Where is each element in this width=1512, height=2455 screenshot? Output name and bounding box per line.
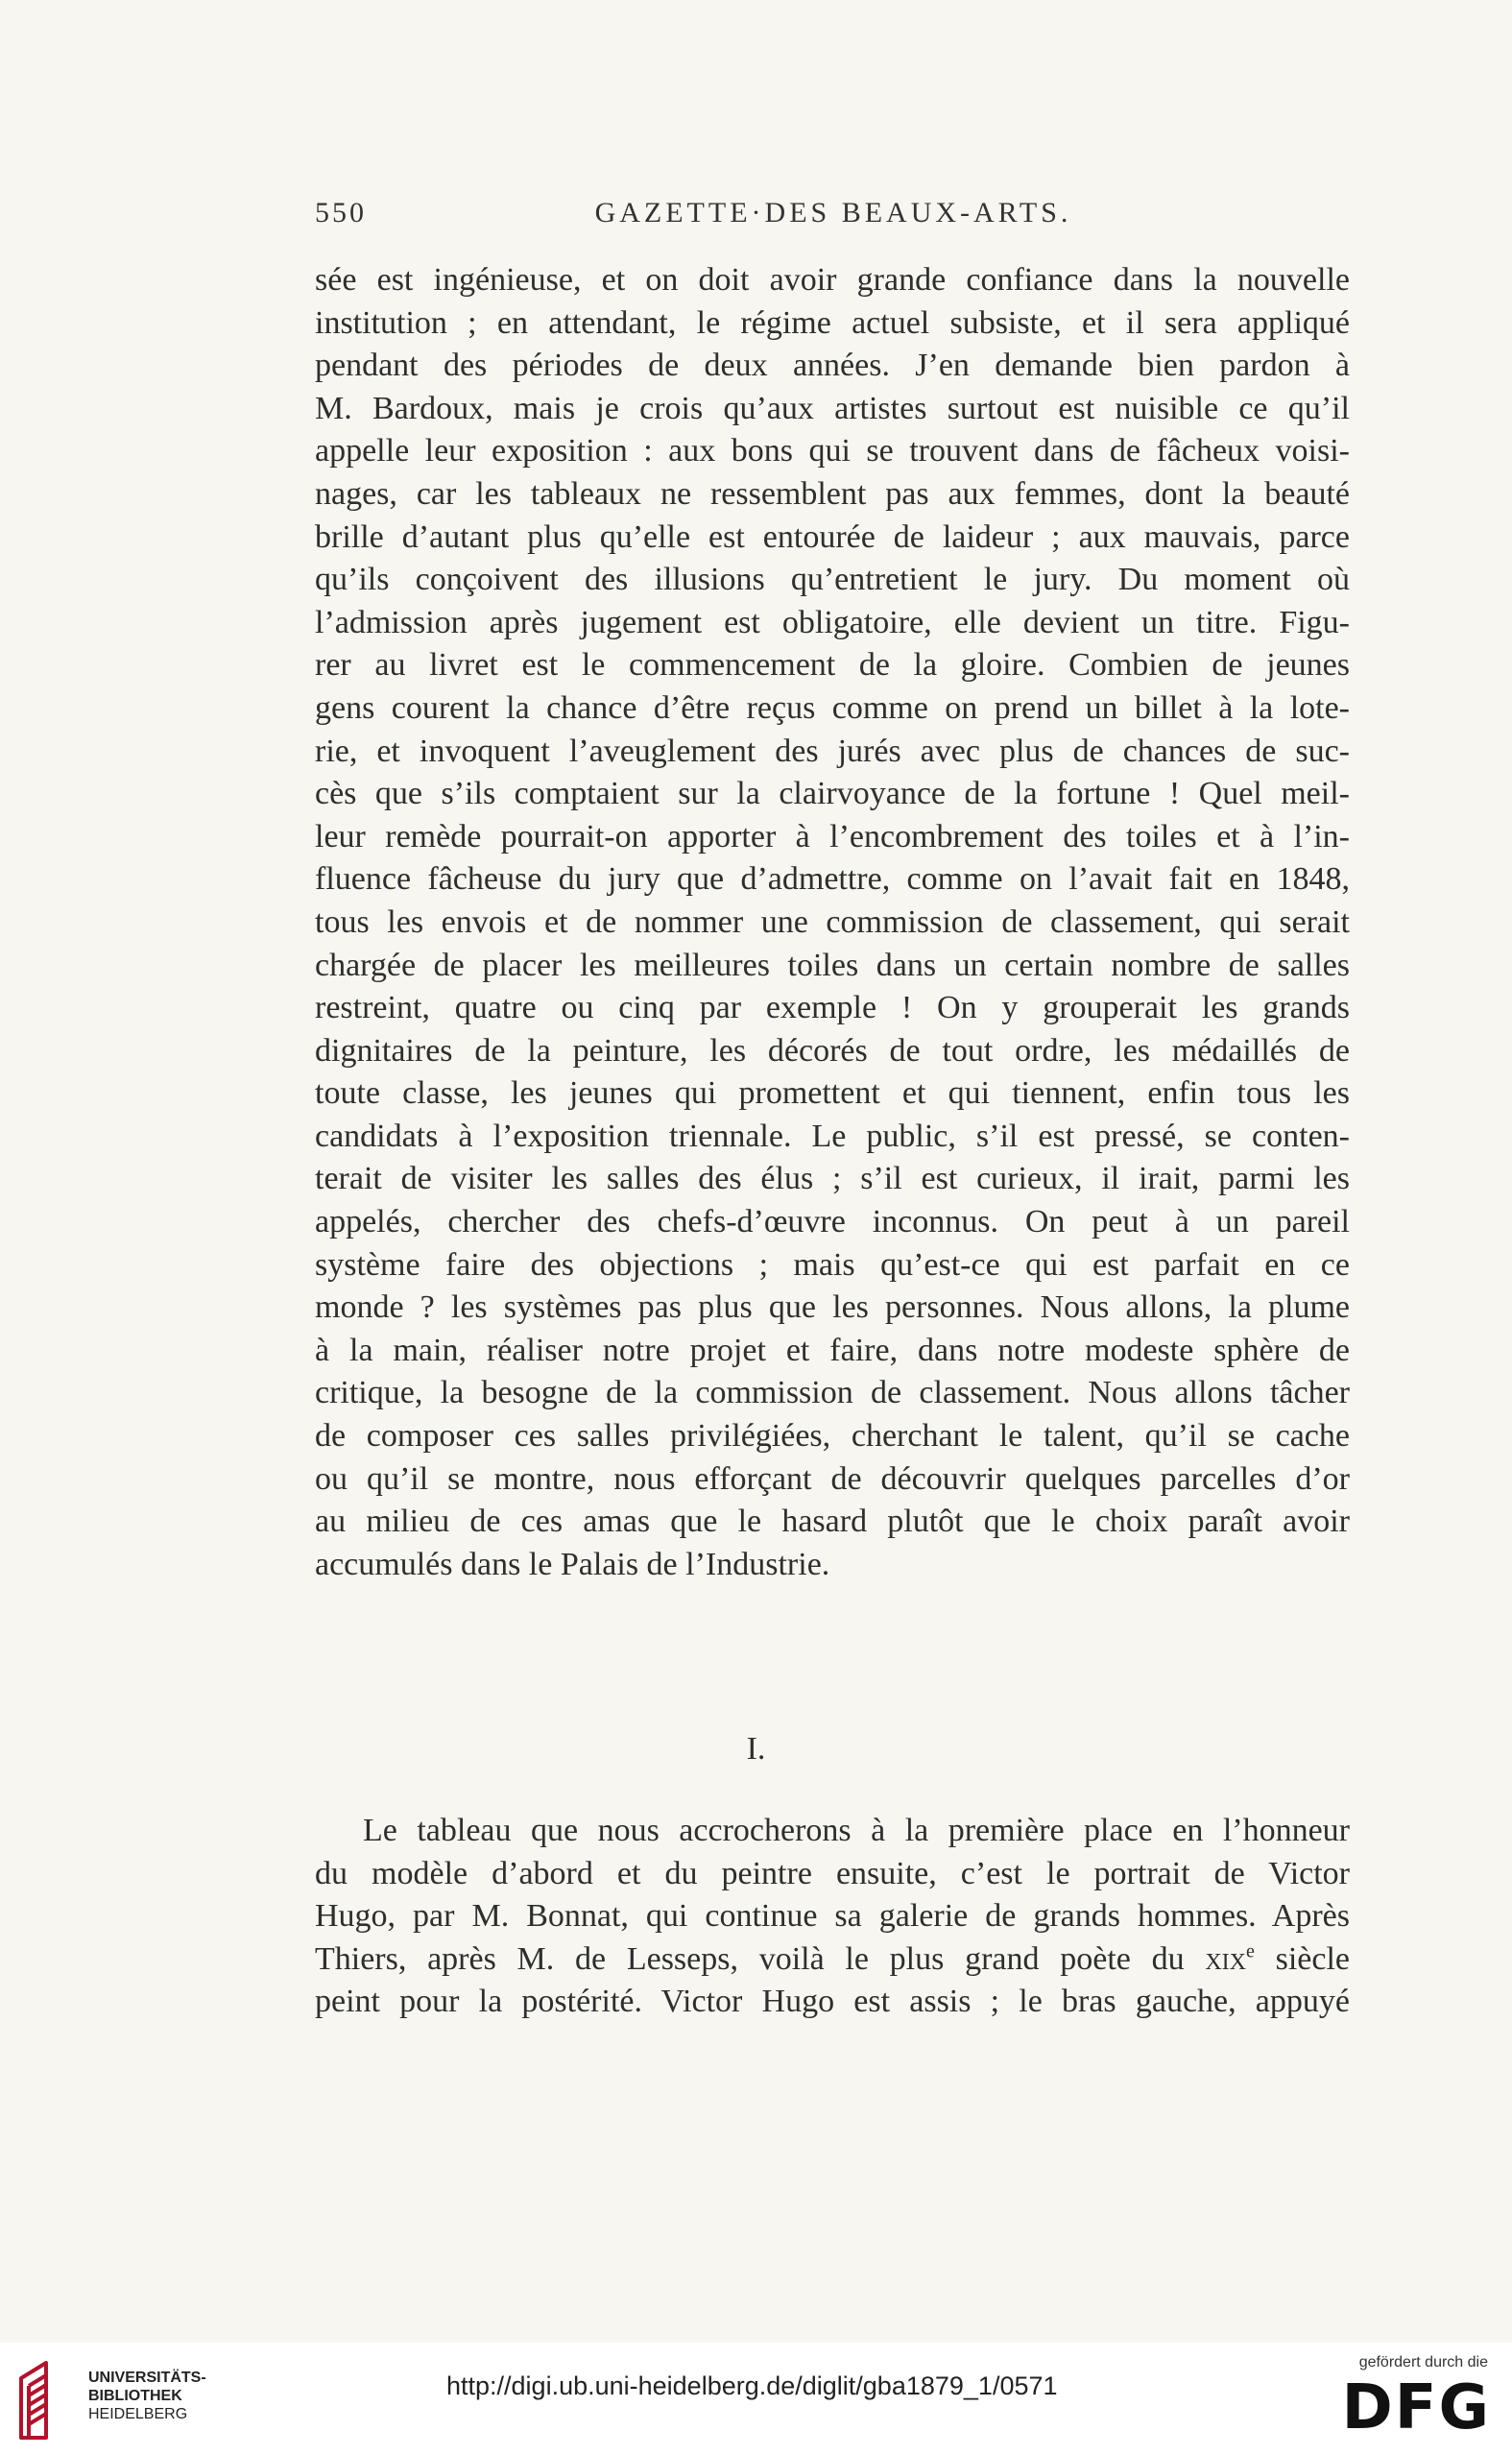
funded-by-label: gefördert durch die [1358, 2354, 1488, 2371]
text-line: l’admission après jugement est obligatoire, elle devient un titre. Figu- [315, 604, 1350, 640]
text-line: brille d’autant plus qu’elle est entourée de laideur ; aux mauvais, parce [315, 518, 1350, 555]
library-name-line1: UNIVERSITÄTS- [88, 2370, 206, 2386]
text-line: peint pour la postérité. Victor Hugo est assis ; le bras gauche, appuyé [315, 1984, 1350, 2020]
text-line: gens courent la chance d’être reçus comme on prend un billet à la lote- [315, 689, 1350, 726]
text-fragment: siècle [1275, 1940, 1351, 1977]
century-numeral: xix [1205, 1940, 1246, 1977]
text-line: sée est ingénieuse, et on doit avoir grande confiance dans la nouvelle [315, 262, 1350, 298]
text-line: monde ? les systèmes pas plus que les personnes. Nous allons, la plume [315, 1289, 1350, 1326]
text-line: de composer ces salles privilégiées, cherchant le talent, qu’il se cache [315, 1418, 1350, 1455]
text-line: dignitaires de la peinture, les décorés de tout ordre, les médaillés de [315, 1032, 1350, 1069]
text-line: ou qu’il se montre, nous efforçant de découvrir quelques parcelles d’or [315, 1460, 1350, 1497]
text-line: tous les envois et de nommer une commission de classement, qui serait [315, 903, 1350, 940]
page-number: 550 [315, 197, 367, 229]
university-library-logo-icon [13, 2357, 81, 2443]
text-fragment: Thiers, après M. de Lesseps, voilà le plus grand poète du [315, 1940, 1185, 1977]
text-line: M. Bardoux, mais je crois qu’aux artistes surtout est nuisible ce qu’il [315, 390, 1350, 426]
text-line: rer au livret est le commencement de la gloire. Combien de jeunes [315, 647, 1350, 684]
text-line: au milieu de ces amas que le hasard plutôt que le choix paraît avoir [315, 1504, 1350, 1540]
permalink-url[interactable]: http://digi.ub.uni-heidelberg.de/diglit/gba1879_1/0571 [446, 2371, 1058, 2400]
text-line: toute classe, les jeunes qui promettent et qui tiennent, enfin tous les [315, 1075, 1350, 1112]
dfg-logo: DFG [1341, 2372, 1491, 2443]
text-line: restreint, quatre ou cinq par exemple ! On y grouperait les grands [315, 990, 1350, 1026]
page-header [315, 197, 1352, 235]
library-name-line3: HEIDELBERG [88, 2406, 188, 2422]
text-line: nages, car les tableaux ne ressemblent pas aux femmes, dont la beauté [315, 475, 1350, 512]
paragraph-2 [315, 1810, 1350, 2024]
section-heading: I. [746, 1731, 766, 1767]
text-line-century [315, 1938, 1350, 1982]
library-name [88, 2369, 206, 2423]
text-line: qu’ils conçoivent des illusions qu’entretient le jury. Du moment où [315, 562, 1350, 598]
text-line: Hugo, par M. Bonnat, qui continue sa galerie de grands hommes. Après [315, 1898, 1350, 1935]
text-line: leur remède pourrait-on apporter à l’encombrement des toiles et à l’in- [315, 818, 1350, 854]
text-line: appelés, chercher des chefs-d’œuvre inconnus. On peut à un pareil [315, 1204, 1350, 1240]
text-line: rie, et invoquent l’aveuglement des jurés avec plus de chances de suc- [315, 733, 1350, 769]
text-line: Le tableau que nous accrocherons à la première place en l’honneur [363, 1813, 1350, 1848]
running-title: GAZETTE·DES BEAUX-ARTS. [594, 197, 1072, 229]
text-line: système faire des objections ; mais qu’est-ce qui est parfait en ce [315, 1246, 1350, 1283]
century-suffix: e [1245, 1940, 1255, 1962]
text-line: fluence fâcheuse du jury que d’admettre, comme on l’avait fait en 1848, [315, 861, 1350, 898]
paragraph-1 [315, 259, 1350, 1586]
text-line: terait de visiter les salles des élus ; s’il est curieux, il irait, parmi les [315, 1161, 1350, 1197]
text-line: appelle leur exposition : aux bons qui se trouvent dans de fâcheux voisi- [315, 433, 1350, 469]
text-line: du modèle d’abord et du peintre ensuite, c’est le portrait de Victor [315, 1855, 1350, 1891]
text-line: candidats à l’exposition triennale. Le public, s’il est pressé, se conten- [315, 1118, 1350, 1154]
text-line: accumulés dans le Palais de l’Industrie. [315, 1546, 830, 1582]
text-line: à la main, réaliser notre projet et faire, dans notre modeste sphère de [315, 1332, 1350, 1368]
text-line: institution ; en attendant, le régime actuel subsiste, et il sera appliqué [315, 304, 1350, 341]
library-name-line2: BIBLIOTHEK [88, 2388, 182, 2404]
text-line: pendant des périodes de deux années. J’en demande bien pardon à [315, 348, 1350, 384]
text-line: critique, la besogne de la commission de classement. Nous allons tâcher [315, 1375, 1350, 1411]
text-line: cès que s’ils comptaient sur la clairvoyance de la fortune ! Quel meil- [315, 776, 1350, 812]
text-line: chargée de placer les meilleures toiles dans un certain nombre de salles [315, 947, 1350, 983]
